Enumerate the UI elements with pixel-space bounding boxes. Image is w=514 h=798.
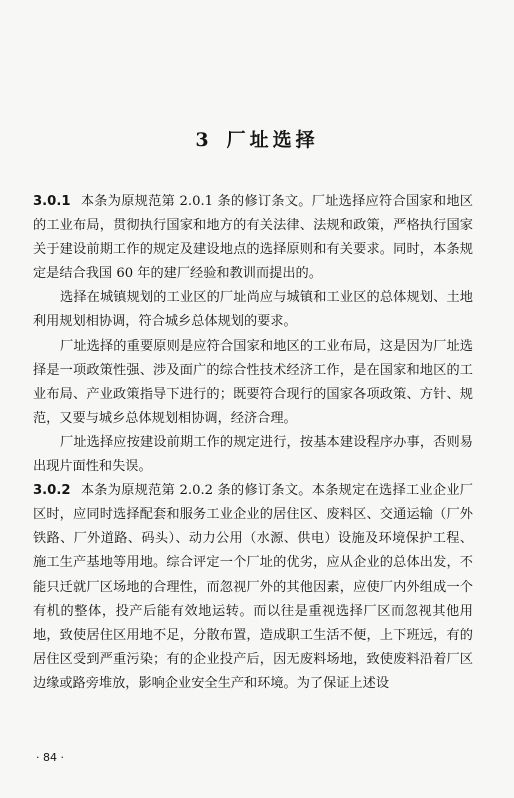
paragraph: 厂址选择的重要原则是应符合国家和地区的工业布局，这是因为厂址选择是一项政策性强、涉及面广的综合性技术经济工作，是在国家和地区的工业布局、产业政策指导下进行的；既要符合现行的国家各项政策、方针、规范，又要与城乡总体规划相协调，经济合理。: [33, 338, 473, 426]
page-number: · 84 ·: [36, 751, 64, 764]
chapter-number: 3: [195, 129, 213, 151]
chapter-title-text: 厂址选择: [226, 129, 319, 151]
chapter-title: [0, 125, 514, 152]
clause-number: 3.0.1: [33, 194, 71, 209]
clause-number: 3.0.2: [33, 483, 71, 499]
paragraph: 厂址选择应按建设前期工作的规定进行，按基本建设程序办事，否则易出现片面性和失误。: [33, 434, 473, 475]
body-text: [33, 190, 473, 696]
clause-paragraph: [33, 190, 473, 286]
paragraph-text: 本条为原规范第 2.0.1 条的修订条文。厂址选择应符合国家和地区的工业布局，贯彻执行国家和地方的有关法律、法规和政策，严格执行国家关于建设前期工作的规定及建设地点的选择原则和有关要求。同时，本条规定是结合我国 60 年的建厂经验和教训而提出的。: [33, 194, 473, 282]
paragraph: 选择在城镇规划的工业区的厂址尚应与城镇和工业区的总体规划、土地利用规划相协调，符合城乡总体规划的要求。: [33, 290, 473, 330]
paragraph-text: 本条为原规范第 2.0.2 条的修订条文。本条规定在选择工业企业厂区时，应同时选择配套和服务工业企业的居住区、废料区、交通运输（厂外铁路、厂外道路、码头）、动力公用（水源、供电）设施及环境保护工程、施工生产基地等用地。综合评定一个厂址的优劣，应从企业的总体出发，不能只迁就厂区场地的合理性，而忽视厂外的其他因素，应使厂内外组成一个有机的整体，投产后能有效地运转。而以往是重视选择厂区而忽视其他用地，致使居住区用地不足，分散布置，造成职工生活不便，上下班远，有的居住区受到严重污染；有的企业投产后，因无废料场地，致使废料沿着厂区边缘或路旁堆放，影响企业安全生产和环境。为了保证上述设: [33, 483, 473, 691]
clause-paragraph: [33, 479, 473, 696]
